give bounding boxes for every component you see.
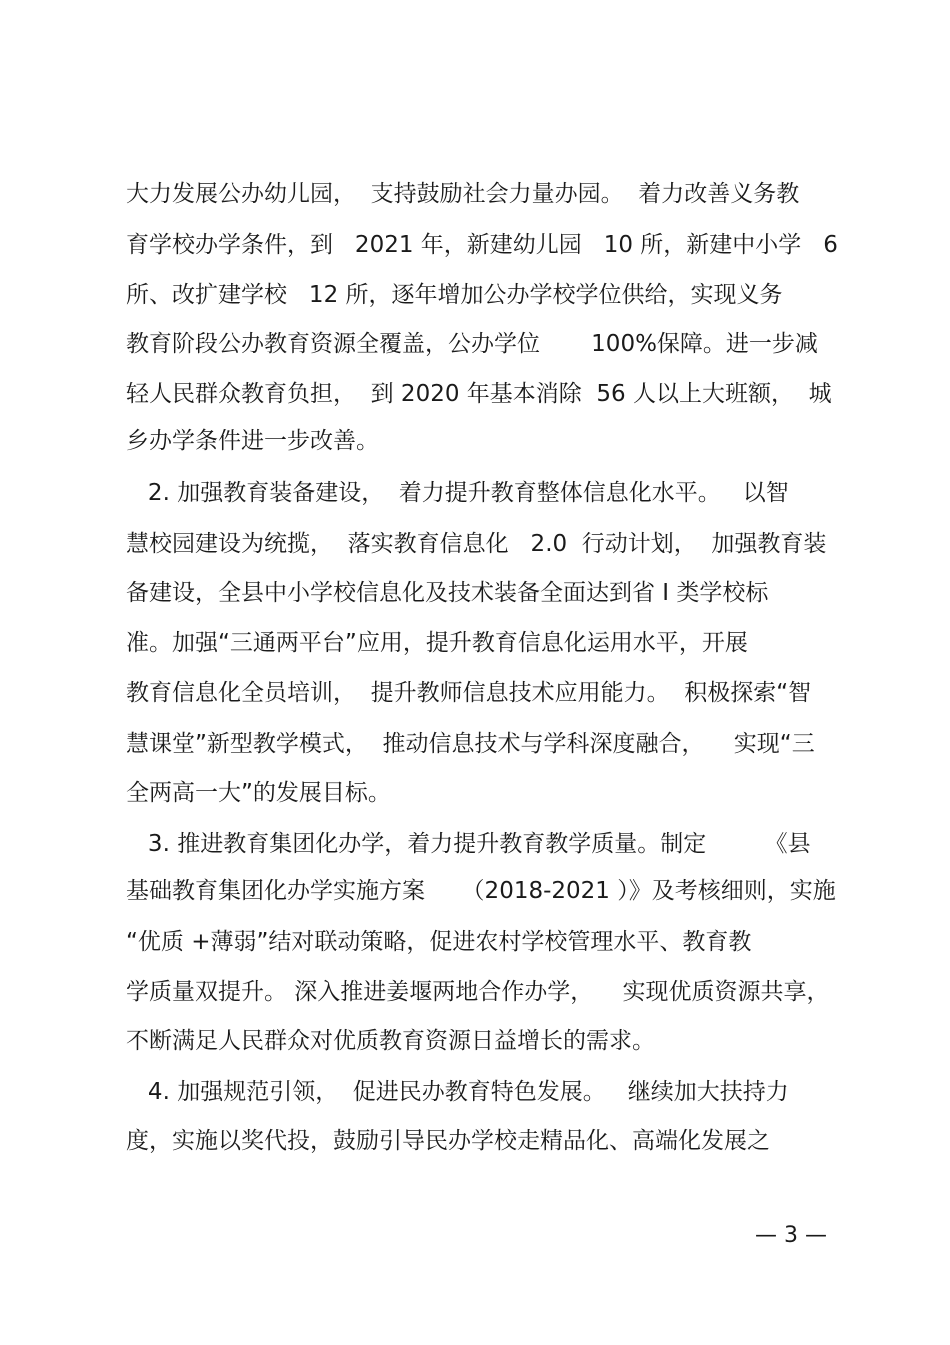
page-number: — 3 —: [755, 1223, 827, 1248]
text-line: 度，实施以奖代投，鼓励引导民办学校走精品化、高端化发展之: [126, 1128, 770, 1154]
text-line: 大力发展公办幼儿园， 支持鼓励社会力量办园。 着力改善义务教: [126, 181, 800, 207]
text-line: 教育信息化全员培训， 提升教师信息技术应用能力。 积极探索“智: [126, 680, 812, 706]
text-line: 全两高一大”的发展目标。: [126, 780, 391, 806]
text-line: 备建设，全县中小学校信息化及技术装备全面达到省 I 类学校标: [126, 580, 769, 606]
text-line: “优质 +薄弱”结对联动策略，促进农村学校管理水平、教育教: [126, 929, 752, 955]
text-line: 育学校办学条件，到 2021 年，新建幼儿园 10 所，新建中小学 6: [126, 232, 838, 258]
text-line: 学质量双提升。 深入推进姜堰两地合作办学， 实现优质资源共享，: [126, 979, 830, 1005]
text-line: 3. 推进教育集团化办学，着力提升教育教学质量。制定 《县: [126, 831, 811, 857]
text-line: 乡办学条件进一步改善。: [126, 428, 379, 454]
text-line: 轻人民群众教育负担， 到 2020 年基本消除 56 人以上大班额， 城: [126, 381, 832, 407]
text-line: 慧课堂”新型教学模式， 推动信息技术与学科深度融合， 实现“三: [126, 731, 815, 757]
text-line: 所、改扩建学校 12 所，逐年增加公办学校学位供给，实现义务: [126, 282, 783, 308]
text-line: 不断满足人民群众对优质教育资源日益增长的需求。: [126, 1028, 655, 1054]
text-line: 准。加强“三通两平台”应用，提升教育信息化运用水平，开展: [126, 630, 748, 656]
text-line: 慧校园建设为统揽， 落实教育信息化 2.0 行动计划， 加强教育装: [126, 531, 827, 557]
text-line: 4. 加强规范引领， 促进民办教育特色发展。 继续加大扶持力: [126, 1079, 789, 1105]
text-line: 教育阶段公办教育资源全覆盖，公办学位 100%保障。进一步减: [126, 331, 818, 357]
text-line: 2. 加强教育装备建设， 着力提升教育整体信息化水平。 以智: [126, 480, 789, 506]
text-line: 基础教育集团化办学实施方案 （2018-2021 ）》及考核细则，实施: [126, 878, 836, 904]
